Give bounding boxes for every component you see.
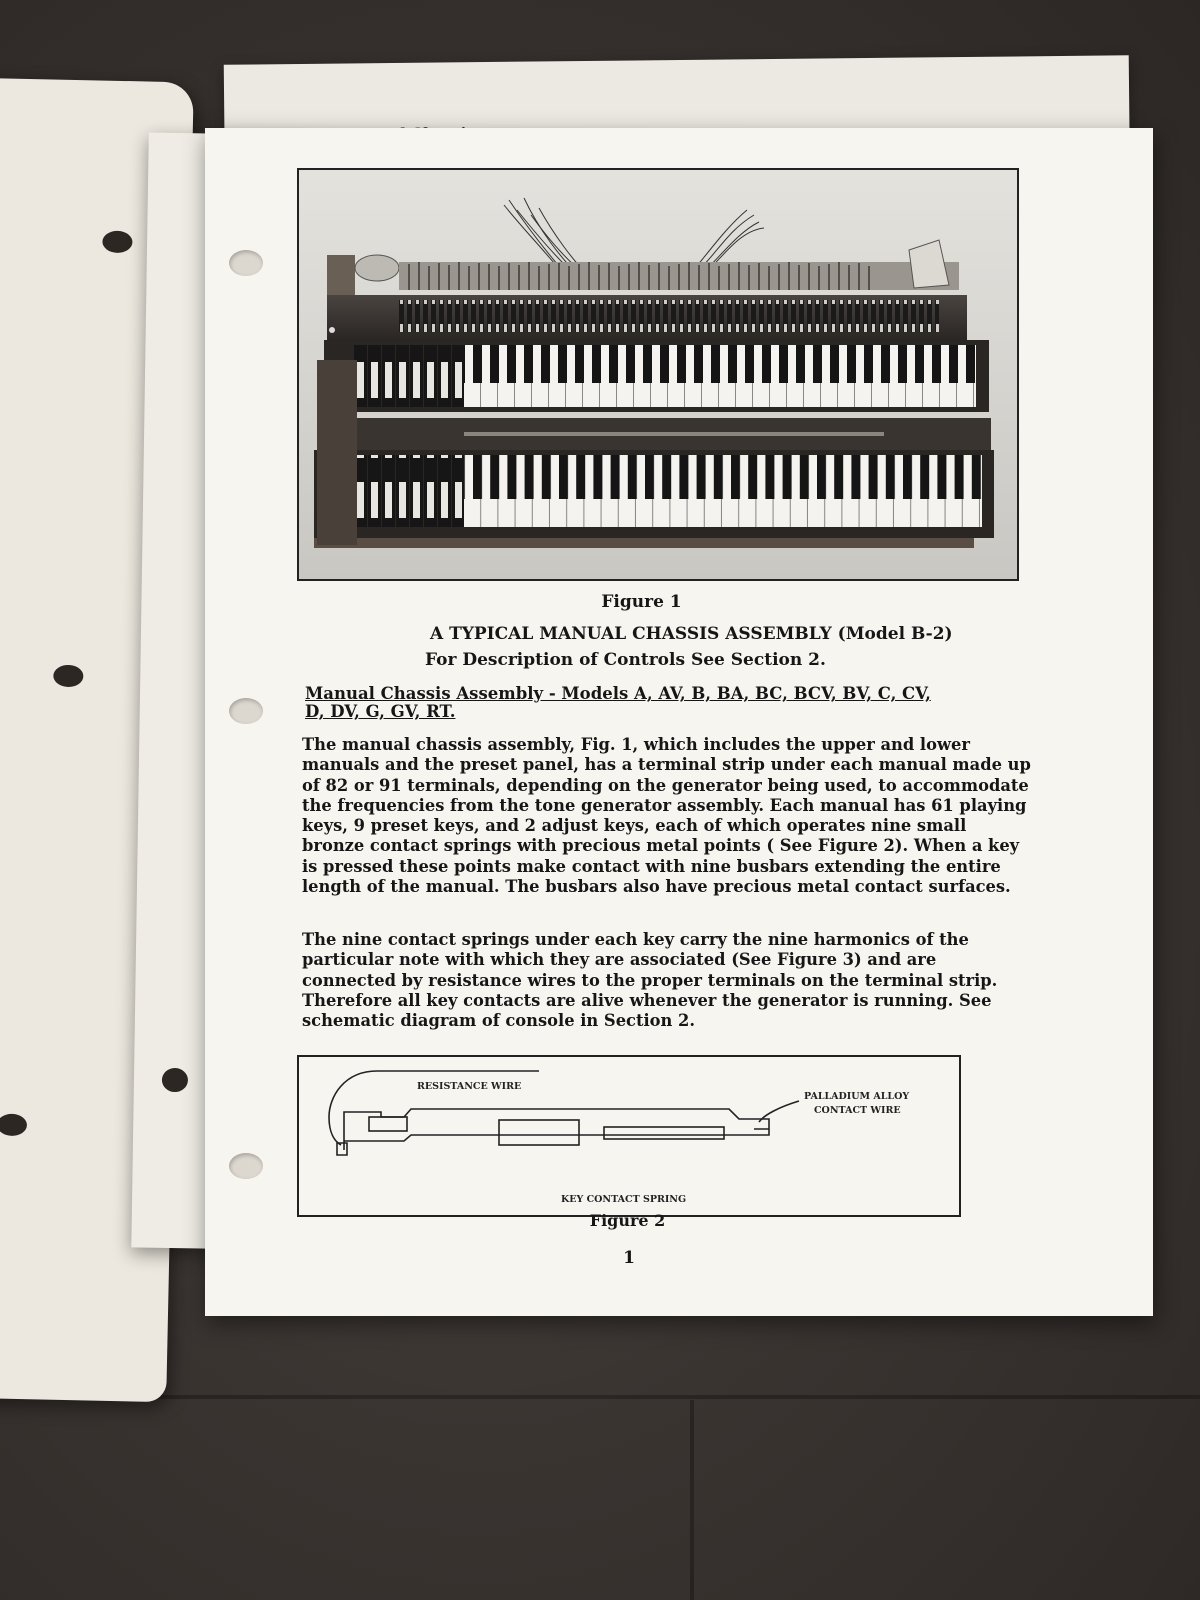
paragraph-2: The nine contact springs under each key carry the nine harmonics of the particular note with which they are associated (See Figure 3) and are connected by resistance wires to the proper terminals on the terminal strip. Therefore all key contacts are alive whenever the generator is running. See schematic diagram of console in Section 2. — [302, 930, 998, 1031]
section-heading: Manual Chassis Assembly - Models A, AV, B, BA, BC, BCV, BV, C, CV, D, DV, G, GV, RT. — [305, 684, 931, 721]
figure1-photo — [297, 168, 1019, 581]
label-key-contact-spring: KEY CONTACT SPRING — [561, 1194, 687, 1205]
cushion-seam — [690, 1400, 694, 1600]
paragraph-1: The manual chassis assembly, Fig. 1, which includes the upper and lower manuals and the preset panel, has a terminal strip under each manual made up of 82 or 91 terminals, depending on the generator being used, to accommodate the frequencies from the tone generator assembly. Each manual has 61 playing keys, 9 preset keys, and 2 adjust keys, each of which operates nine small bronze contact springs with precious metal points ( See Figure 2). When a key is pressed these points make contact with nine busbars extending the entire length of the manual. The busbars also have precious metal contact surfaces. — [302, 735, 1031, 897]
contact-wire — [754, 1101, 799, 1129]
binder-hole — [53, 665, 83, 688]
binder-hole — [0, 1114, 27, 1137]
figure2-diagram — [297, 1055, 961, 1217]
organ-illustration — [299, 170, 1017, 579]
spring-slot — [369, 1117, 407, 1131]
figure1-subtitle: For Description of Controls See Section 2. — [425, 650, 826, 670]
figure2-caption: Figure 2 — [589, 1211, 666, 1230]
binder-hole — [229, 250, 263, 276]
binder-hole — [229, 698, 263, 724]
cushion-seam — [0, 1395, 1200, 1399]
binder-hole — [229, 1153, 263, 1179]
figure1-caption: Figure 1 — [601, 592, 682, 612]
label-resistance-wire: RESISTANCE WIRE — [417, 1081, 522, 1092]
spring-window — [499, 1120, 579, 1145]
spring-slot-right — [604, 1127, 724, 1139]
label-palladium-alloy: PALLADIUM ALLOY — [804, 1091, 910, 1102]
page-number: 1 — [623, 1248, 635, 1268]
binder-hole — [102, 231, 132, 254]
figure1-title: A TYPICAL MANUAL CHASSIS ASSEMBLY (Model B-2) — [430, 624, 953, 644]
binder-hole — [162, 1068, 188, 1092]
manual-page — [205, 128, 1153, 1316]
spring-end — [337, 1143, 347, 1155]
label-contact-wire: CONTACT WIRE — [814, 1105, 901, 1116]
